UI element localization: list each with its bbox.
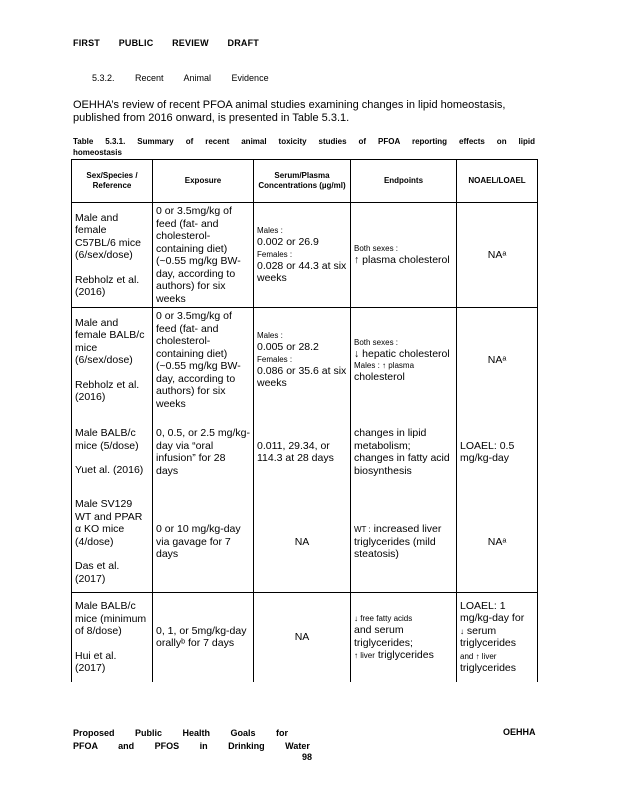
noael-text: triglycerides (460, 662, 517, 675)
noael-cell (457, 592, 538, 682)
conc-label: Males : (257, 226, 283, 236)
endpoint-cell (351, 592, 457, 682)
endpoint-text: ↓ hepatic cholesterol (354, 347, 450, 360)
summary-table (71, 159, 538, 682)
species-text: Male BALB/c mice (minimum of 8/dose) (75, 600, 147, 637)
exposure-cell: 0, 1, or 5mg/kg-day orallyᵇ for 7 days (153, 592, 254, 682)
concentration-cell: NA (254, 492, 351, 592)
noael-cell: NAᵃ (457, 203, 538, 308)
conc-label: Females : (257, 354, 293, 364)
endpoint-text: cholesterol (354, 371, 405, 383)
col-header-concentrations: Serum/Plasma Concentrations (µg/ml) (254, 160, 351, 203)
noael-cell: LOAEL: 0.5 mg/kg-day (457, 412, 538, 492)
endpoint-label: Both sexes : (354, 337, 399, 347)
reference-text: Hui et al. (2017) (75, 649, 117, 674)
noael-text: serum triglycerides (460, 624, 517, 650)
species-cell (72, 412, 153, 492)
table-row (72, 592, 538, 682)
endpoint-text: triglycerides (377, 649, 434, 661)
reference-text: Rebholz et al. (2016) (75, 378, 140, 403)
species-text: Male and female C57BL/6 mice (6/sex/dose) (75, 211, 141, 261)
table-row (72, 412, 538, 492)
noael-cell: NAᵃ (457, 492, 538, 592)
exposure-cell: 0, 0.5, or 2.5 mg/kg-day via “oral infusion” for 28 days (153, 412, 254, 492)
conc-value: 0.086 or 35.6 at six weeks (257, 364, 347, 390)
col-header-noael: NOAEL/LOAEL (457, 160, 538, 203)
noael-text: LOAEL: 1 mg/kg-day for (460, 599, 525, 625)
col-header-endpoints: Endpoints (351, 160, 457, 203)
endpoint-cell (351, 308, 457, 413)
intro-paragraph: OEHHA’s review of recent PFOA animal studies examining changes in lipid homeostasis, published from 2016 onward, is presented in Table 5.3.1. (73, 99, 506, 124)
species-cell (72, 203, 153, 308)
endpoint-cell (351, 203, 457, 308)
table-caption-continued: homeostasis (73, 148, 122, 157)
conc-value: 0.005 or 28.2 (257, 341, 319, 354)
conc-value: 0.028 or 44.3 at six weeks (257, 259, 347, 285)
endpoint-cell (351, 492, 457, 592)
conc-label: Females : (257, 249, 293, 259)
section-title: 5.3.2. Recent Animal Evidence (92, 73, 269, 83)
species-text: Male and female BALB/c mice (6/sex/dose) (75, 316, 145, 366)
table-row (72, 492, 538, 592)
footer-right: OEHHA (503, 727, 536, 737)
conc-label: Males : (257, 331, 283, 341)
endpoint-label: ↓ free fatty acids (354, 614, 413, 623)
species-cell (72, 308, 153, 413)
conc-value: 0.002 or 26.9 (257, 236, 319, 249)
noael-cell: NAᵃ (457, 308, 538, 413)
reference-text: Rebholz et al. (2016) (75, 273, 140, 298)
concentration-cell: 0.011, 29.34, or 114.3 at 28 days (254, 412, 351, 492)
endpoint-label: Both sexes : (354, 244, 399, 254)
endpoint-text: and serum triglycerides; (354, 624, 413, 649)
page-number: 98 (302, 752, 313, 762)
endpoint-cell: changes in lipid metabolism; changes in fatty acid biosynthesis (351, 412, 457, 492)
table-row (72, 203, 538, 308)
footer-line: Proposed Public Health Goals for (73, 728, 289, 738)
endpoint-text: increased liver triglycerides (mild steatosis) (354, 523, 442, 560)
species-cell (72, 492, 153, 592)
species-cell (72, 592, 153, 682)
footer-left (73, 727, 310, 753)
endpoint-label: ↑ liver (354, 651, 375, 660)
concentration-cell: NA (254, 592, 351, 682)
exposure-cell: 0 or 10 mg/kg-day via gavage for 7 days (153, 492, 254, 592)
endpoint-label: Males : ↑ plasma (354, 361, 415, 370)
exposure-cell: 0 or 3.5mg/kg of feed (fat- and cholesterol-containing diet) (~0.55 mg/kg BW-day, according to authors) for six weeks (153, 203, 254, 308)
table-row (72, 308, 538, 413)
concentration-cell (254, 308, 351, 413)
table-header-row (72, 160, 538, 203)
endpoint-label: WT : (354, 525, 371, 534)
noael-label: ↓ (460, 626, 464, 636)
running-header: FIRST PUBLIC REVIEW DRAFT (73, 38, 259, 48)
reference-text: Yuet al. (2016) (75, 464, 144, 477)
species-text: Male SV129 WT and PPAR α KO mice (4/dose) (75, 498, 143, 548)
concentration-cell (254, 203, 351, 308)
footer-line: PFOA and PFOS in Drinking Water (73, 741, 310, 751)
reference-text: Das et al. (2017) (75, 560, 120, 585)
endpoint-text: ↑ plasma cholesterol (354, 254, 450, 267)
noael-label: and ↑ liver (460, 651, 497, 661)
exposure-cell: 0 or 3.5mg/kg of feed (fat- and cholesterol-containing diet) (~0.55 mg/kg BW-day, according to authors) for six weeks (153, 308, 254, 413)
species-text: Male BALB/c mice (5/dose) (75, 427, 139, 452)
table-caption: Table 5.3.1. Summary of recent animal toxicity studies of PFOA reporting effects on lipid (73, 137, 535, 146)
col-header-exposure: Exposure (153, 160, 254, 203)
col-header-species: Sex/Species / Reference (72, 160, 153, 203)
